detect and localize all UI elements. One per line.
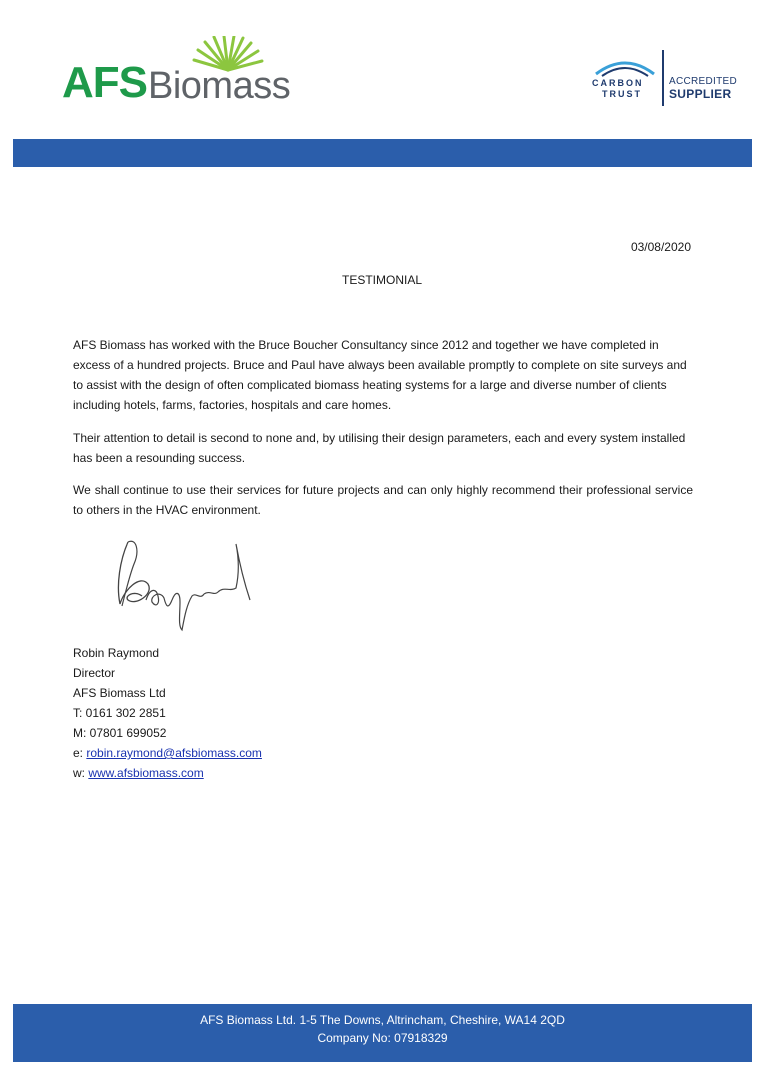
carbon-text: CARBON [592,78,644,88]
email-link[interactable]: robin.raymond@afsbiomass.com [86,746,262,760]
accredited-text: ACCREDITED [669,76,738,87]
footer-band [13,1004,752,1062]
logo-biomass-text: Biomass [148,65,291,107]
paragraph-3: We shall continue to use their services for future projects and can only highly recommend their professional service to others in the HVAC environment. [73,483,693,517]
logo-afs-text: AFS [62,58,147,107]
signatory-company: AFS Biomass Ltd [73,686,166,700]
web-prefix: w: [73,766,89,780]
handwritten-signature [106,530,256,635]
trust-text: TRUST [602,89,642,99]
footer-company-number: Company No: 07918329 [317,1031,448,1045]
paragraph-1: AFS Biomass has worked with the Bruce Boucher Consultancy since 2012 and together we have completed in excess of a hundred projects. Bruce and Paul have always been available promptly to complete on site surveys and to assist with the design of often complicated biomass heating systems for a large and diverse number of clients including hotels, farms, factories, hospitals and care homes. [73,338,687,412]
carbon-trust-arc-icon [592,54,658,78]
email-line [73,743,262,763]
web-line [73,763,262,783]
supplier-text: SUPPLIER [669,87,732,101]
signatory-name: Robin Raymond [73,646,160,660]
letter-date: 03/08/2020 [630,240,691,254]
letter-heading: TESTIMONIAL [341,273,422,287]
paragraph-2: Their attention to detail is second to none and, by utilising their design parameters, each and every system installed has been a resounding success. [73,431,686,465]
website-link[interactable]: www.afsbiomass.com [88,766,204,780]
signatory-mobile: M: 07801 699052 [73,726,167,740]
afs-biomass-logo [62,36,291,107]
signature-block [73,643,262,783]
signatory-phone: T: 0161 302 2851 [73,706,166,720]
email-prefix: e: [73,746,87,760]
carbon-trust-badge [588,50,738,110]
header-band [13,139,752,167]
signatory-title: Director [73,666,116,680]
footer-address: AFS Biomass Ltd. 1-5 The Downs, Altrincham, Cheshire, WA14 2QD [200,1013,565,1027]
badge-divider [662,50,664,106]
